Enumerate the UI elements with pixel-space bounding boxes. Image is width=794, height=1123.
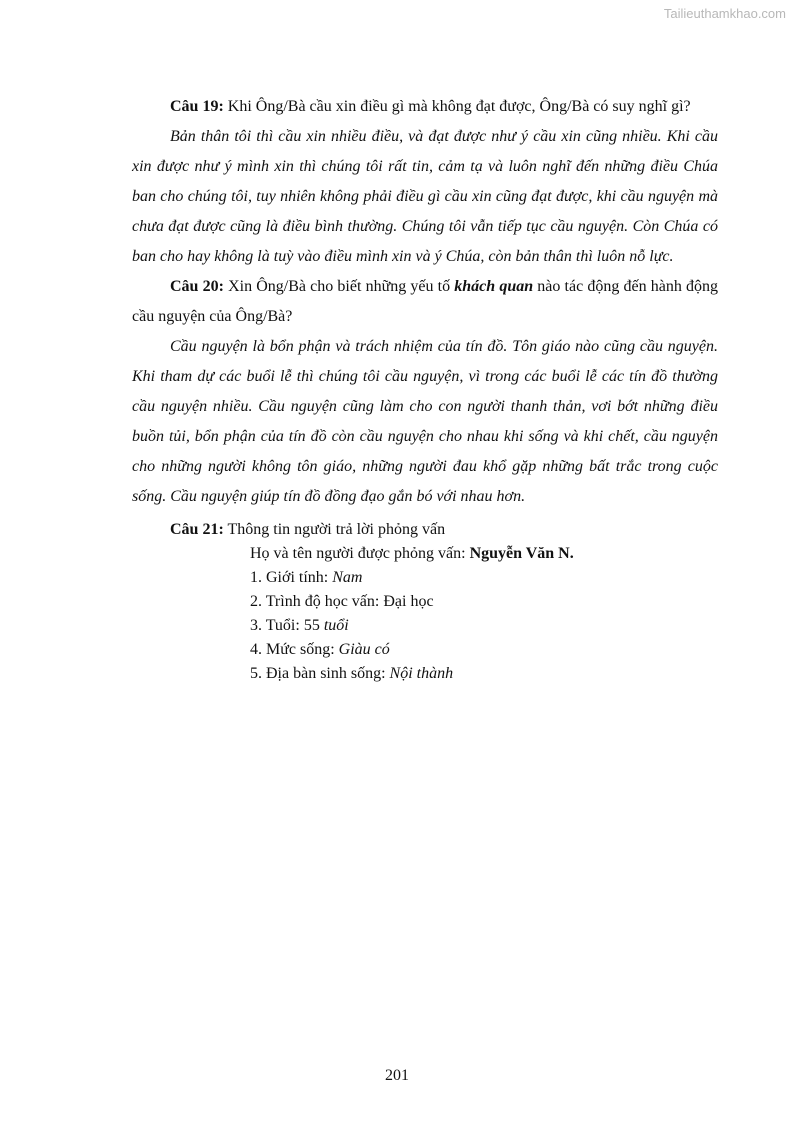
info-item-value: Nội thành <box>389 665 454 682</box>
info-item-value: Đại học <box>383 593 434 610</box>
question-20-emphasis: khách quan <box>454 278 534 295</box>
info-item <box>250 638 718 662</box>
info-item-label: 4. Mức sống: <box>250 641 339 658</box>
info-item <box>250 566 718 590</box>
page-number: 201 <box>385 1067 409 1084</box>
document-body <box>132 92 718 686</box>
info-item-value: Nam <box>332 569 363 586</box>
question-21 <box>132 518 718 542</box>
info-item <box>250 614 718 638</box>
question-20-text-before: Xin Ông/Bà cho biết những yếu tố <box>223 278 455 295</box>
info-item <box>250 590 718 614</box>
watermark: Tailieuthamkhao.com <box>663 6 786 21</box>
info-item-value: tuổi <box>323 617 349 634</box>
info-item-label: 1. Giới tính: <box>250 569 333 586</box>
answer-19: Bản thân tôi thì cầu xin nhiều điều, và đạt được như ý cầu xin cũng nhiều. Khi cầu xin được như ý mình xin thì chúng tôi rất tin, cảm tạ và luôn nghĩ đến những điều Chúa ban cho chúng tôi, tuy nhiên không phải điều gì cầu xin cũng đạt được, khi cầu nguyện mà chưa đạt được cũng là điều bình thường. Chúng tôi vẫn tiếp tục cầu nguyện. Còn Chúa có ban cho hay không là tuỳ vào điều mình xin và ý Chúa, còn bản thân thì luôn nỗ lực. <box>132 128 718 265</box>
respondent-info <box>132 542 718 686</box>
respondent-name-label: Họ và tên người được phỏng vấn: <box>250 545 470 562</box>
question-19-text: Khi Ông/Bà cầu xin điều gì mà không đạt được, Ông/Bà có suy nghĩ gì? <box>223 98 691 115</box>
info-item-value: Giàu có <box>338 641 390 658</box>
answer-20: Cầu nguyện là bổn phận và trách nhiệm của tín đồ. Tôn giáo nào cũng cầu nguyện. Khi tham dự các buổi lễ thì chúng tôi cầu nguyện, vì trong các buổi lễ các tín đồ thường cầu nguyện nhiều. Cầu nguyện cũng làm cho con người thanh thản, vơi bớt những điều buồn tủi, bổn phận của tín đồ còn cầu nguyện cho nhau khi sống và khi chết, cầu nguyện cho những người không tôn giáo, những người đau khổ gặp những bất trắc trong cuộc sống. Cầu nguyện giúp tín đồ đồng đạo gắn bó với nhau hơn. <box>132 338 718 505</box>
question-20-text-after: nào tác động đến hành động cầu nguyện của Ông/Bà? <box>132 278 719 325</box>
question-19-label: Câu 19: <box>170 98 224 115</box>
question-21-label: Câu 21: <box>170 521 224 538</box>
question-20-label: Câu 20: <box>170 278 224 295</box>
question-21-text: Thông tin người trả lời phỏng vấn <box>223 521 446 538</box>
question-20 <box>132 272 718 332</box>
question-19 <box>132 92 718 122</box>
respondent-name <box>250 542 718 566</box>
info-item-label: 2. Trình độ học vấn: <box>250 593 384 610</box>
info-item-label: 5. Địa bàn sinh sống: <box>250 665 390 682</box>
info-item <box>250 662 718 686</box>
info-item-label: 3. Tuổi: 55 <box>250 617 324 634</box>
respondent-name-value: Nguyễn Văn N. <box>469 545 574 562</box>
